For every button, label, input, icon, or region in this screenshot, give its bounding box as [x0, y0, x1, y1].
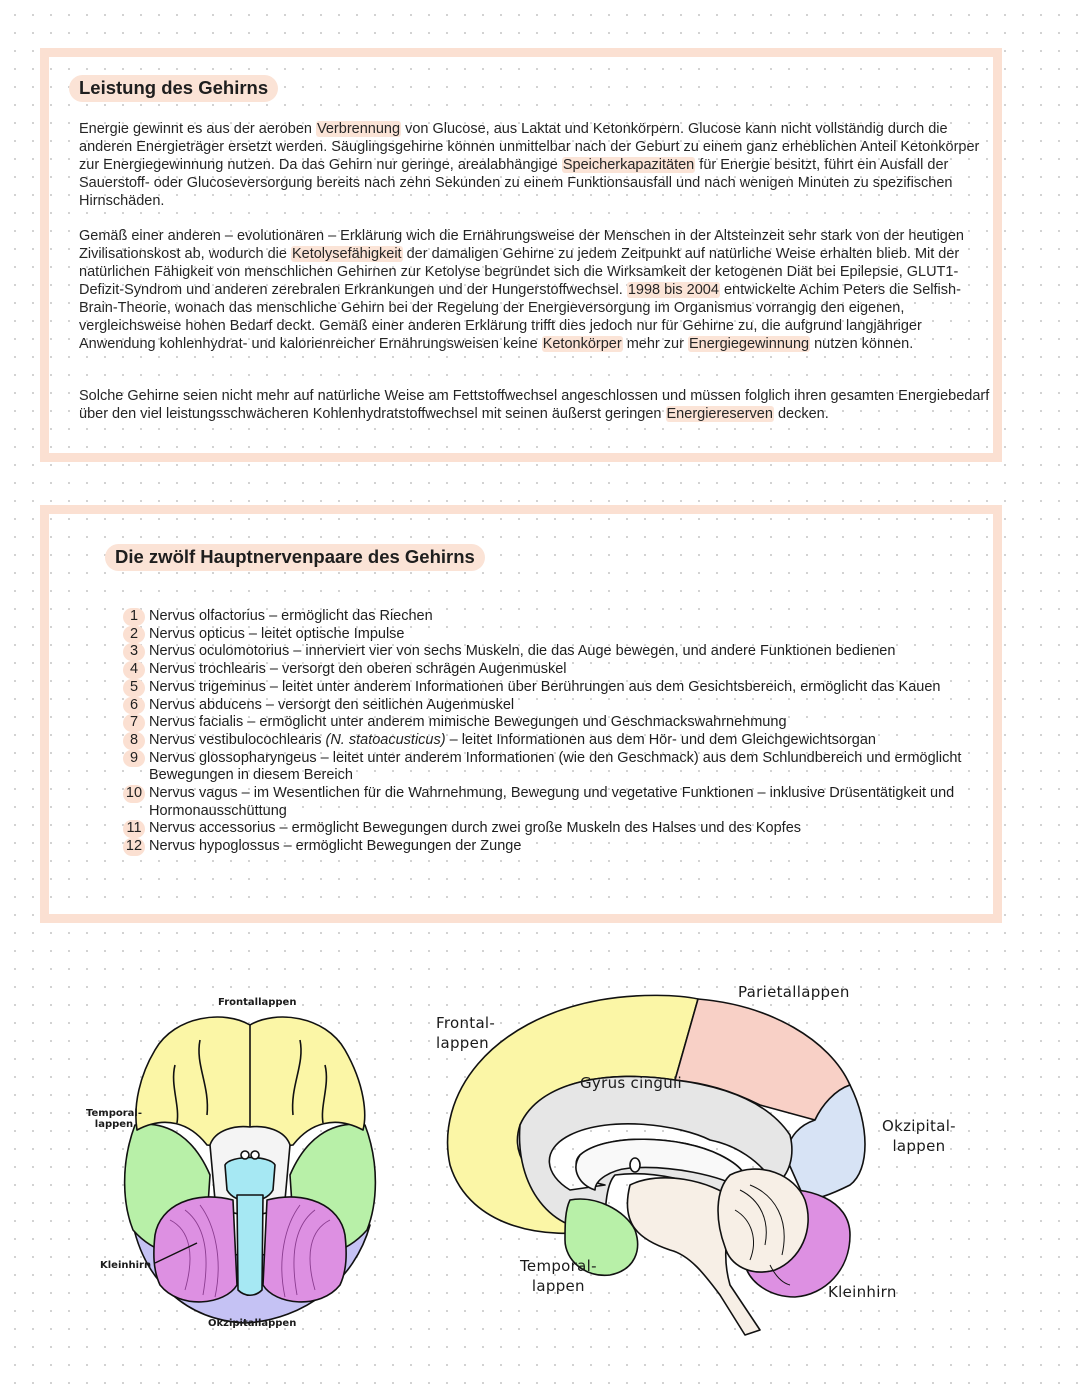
nerve-text: Nervus vagus – im Wesentlichen für die Wahrnehmung, Bewegung und vegetative Funktionen – inklusive Drüsentätigkeit und Hormonausschüttung [149, 785, 955, 819]
nerve-text: Nervus vestibulocochlearis (N. statoacusticus) – leitet Informationen aus dem Hör- und dem Gleichgewichtsorgan [149, 731, 876, 748]
nerve-number: 11 [123, 820, 145, 838]
nerve-number: 6 [123, 697, 145, 715]
paragraph-1: Energie gewinnt es aus der aeroben Verbrennung von Glucose, aus Laktat und Ketonkörpern. Glucose kann nicht vollständig durch die anderen Energieträger ersetzt werden. Säuglingsgehirne können unmittelbar nach der Geburt zu einem ganz erheblichen Anteil Ketonkörper zur Energiegewinnung nutzen. Da das Gehirn nur geringe, arealabhängige Speicherkapazitäten für Energie besitzt, führt ein Ausfall der Sauerstoff- oder Glucoseversorgung bereits nach zehn Sekunden zu einem Funktionsausfall und nach wenigen Minuten zu spezifischen Hirnschäden. [79, 121, 980, 209]
label-okzipitallappen-right: Okzipital- lappen [882, 1117, 956, 1155]
cranial-nerves-section [40, 505, 1002, 923]
list-item [123, 732, 973, 750]
nerve-number: 10 [123, 785, 145, 803]
brainstem-region [237, 1195, 263, 1295]
nerve-text: Nervus olfactorius – ermöglicht das Riechen [149, 608, 433, 624]
nerve-number: 12 [123, 838, 145, 856]
list-item [123, 661, 973, 679]
label-temporallappen-left: Temporal- lappen [86, 1108, 142, 1130]
label-parietallappen: Parietallappen [738, 983, 850, 1001]
nerve-text: Nervus accessorius – ermöglicht Bewegungen durch zwei große Muskeln des Halses und des Kopfes [149, 820, 802, 837]
highlight: Ketolysefähigkeit [291, 246, 402, 262]
energy-section [40, 48, 1002, 462]
section-title-energy: Leistung des Gehirns [69, 75, 278, 102]
nerve-list [123, 608, 973, 856]
brain-sagittal-view-drawing [430, 985, 880, 1345]
nerve-number: 9 [123, 750, 145, 768]
label-gyrus-cinguli: Gyrus cinguli [580, 1074, 682, 1092]
section-title-nerves: Die zwölf Hauptnervenpaare des Gehirns [105, 544, 485, 571]
brain-inferior-view-drawing [115, 1005, 385, 1330]
cerebellum-region [263, 1197, 346, 1302]
list-item [123, 785, 973, 820]
nerve-text: Nervus trochlearis – versorgt den oberen schrägen Augenmuskel [149, 661, 567, 678]
nerve-number: 8 [123, 732, 145, 750]
label-kleinhirn-right: Kleinhirn [828, 1283, 897, 1301]
list-item [123, 714, 973, 732]
list-item [123, 608, 973, 626]
nerve-text: Nervus glossopharyngeus – leitet unter anderem Informationen (wie den Geschmack) aus dem Schlundbereich und ermöglicht Bewegungen in diesem Bereich [149, 749, 962, 784]
paragraph-3: Solche Gehirne seien nicht mehr auf natürliche Weise am Fettstoffwechsel angeschlossen und müssen folglich ihren gesamten Energiebedarf über den viel leistungsschwächeren Kohlenhydratstoffwechsel mit seinen äußerst geringen Energiereserven decken. [79, 388, 990, 422]
list-item [123, 643, 973, 661]
highlight: Speicherkapazitäten [562, 157, 695, 173]
label-okzipitallappen-left: Okzipitallappen [208, 1318, 297, 1329]
list-item [123, 626, 973, 644]
highlight: Verbrennung [317, 121, 401, 137]
nerve-text: Nervus abducens – versorgt den seitlichen Augenmuskel [149, 696, 515, 713]
nerve-text: Nervus facialis – ermöglicht unter anderem mimische Bewegungen und Geschmackswahrnehmung [149, 714, 787, 731]
nerve-number: 4 [123, 661, 145, 679]
nerve-number: 3 [123, 643, 145, 661]
nerve-number: 2 [123, 626, 145, 644]
list-item [123, 697, 973, 715]
label-frontallappen-right: Frontal- lappen [436, 1014, 496, 1052]
nerve-number: 7 [123, 714, 145, 732]
highlight: Energiereserven [666, 406, 773, 422]
label-kleinhirn-left: Kleinhirn [100, 1260, 152, 1271]
highlight: Ketonkörper [542, 336, 622, 352]
nerve-text: Nervus opticus – leitet optische Impulse [149, 625, 405, 642]
nerve-text: Nervus oculomotorius – innerviert vier von sechs Muskeln, die das Auge bewegen, und andere Funktionen bedienen [149, 643, 896, 660]
highlight: Energiegewinnung [688, 336, 810, 352]
list-item [123, 838, 973, 856]
nerve-number: 1 [123, 608, 145, 626]
label-frontallappen-left: Frontallappen [218, 997, 297, 1008]
highlight: 1998 bis 2004 [627, 282, 719, 298]
nerve-number: 5 [123, 679, 145, 697]
nerve-text: Nervus hypoglossus – ermöglicht Bewegungen der Zunge [149, 838, 522, 855]
nerve-text: Nervus trigeminus – leitet unter anderem Informationen über Berührungen aus dem Gesichtsbereich, ermöglicht das Kauen [149, 678, 941, 695]
cerebellum-region [154, 1197, 237, 1302]
label-temporallappen-right: Temporal- lappen [520, 1257, 597, 1295]
paragraph-2: Gemäß einer anderen – evolutionären – Erklärung wich die Ernährungsweise der Menschen in der Altsteinzeit sehr stark von der heutigen Zivilisationskost ab, wodurch die Ketolysefähigkeit der damaligen Gehirne zu jedem Zeitpunkt auf natürliche Weise erhalten blieb. Mit der natürlichen Fähigkeit von menschlichen Gehirnen zur Ketolyse begründet sich die Wirksamkeit der ketogenen Diät bei Epilepsie, GLUT1-Defizit-Syndrom und anderen zerebralen Erkrankungen und der Hungerstoffwechsel. 1998 bis 2004 entwickelte Achim Peters die Selfish-Brain-Theorie, wonach das menschliche Gehirn bei der Regelung der Energieversorgung im Organismus vorrangig den eigenen, vergleichsweise hohen Bedarf deckt. Gemäß einer anderen Erklärung trifft dies jedoch nur für Gehirne zu, die aufgrund langjähriger Anwendung kohlenhydrat- und kalorienreicher Ernährungsweisen keine Ketonkörper mehr zur Energiegewinnung nutzen können. [79, 228, 964, 352]
list-item [123, 820, 973, 838]
list-item [123, 750, 973, 785]
list-item [123, 679, 973, 697]
